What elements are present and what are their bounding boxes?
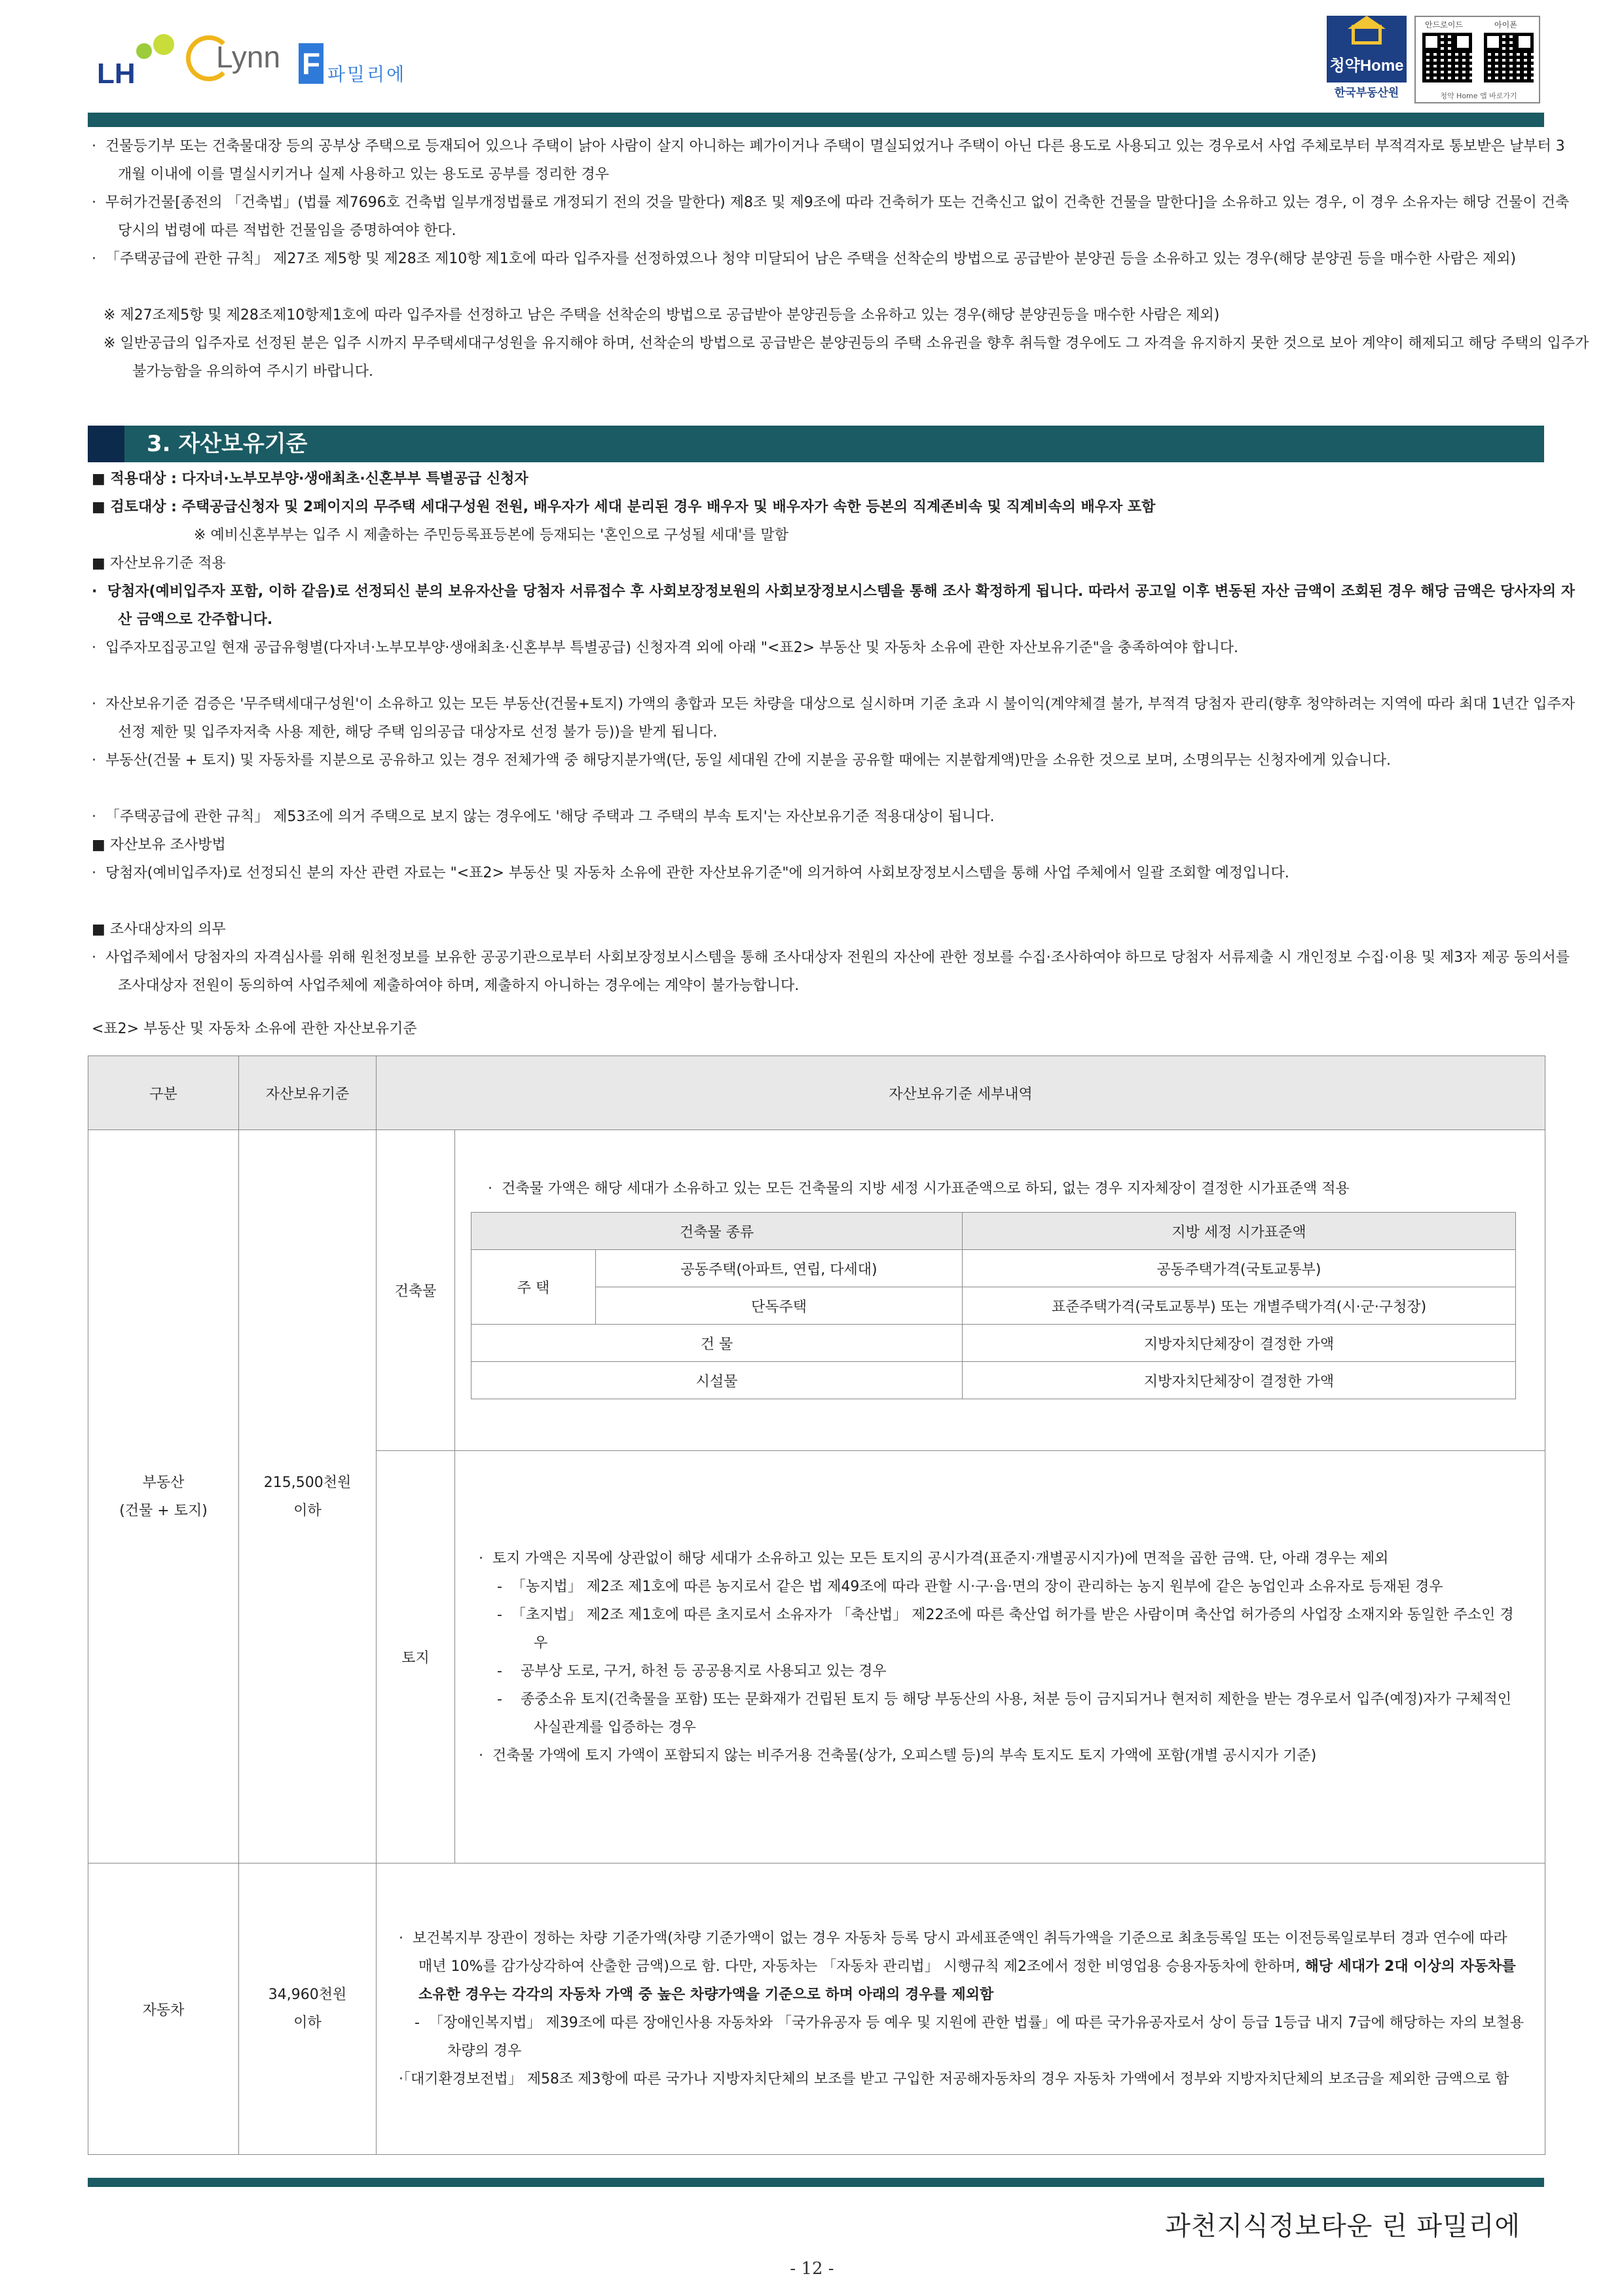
section-title: 3. 자산보유기준 (147, 431, 308, 457)
apply-item-2: · 입주자모집공고일 현재 공급유형별(다자녀·노부모부양·생애최초·신혼부부 특별공급) 신청자격 외에 아래 "<표2> 부동산 및 자동차 소유에 관한 자산보유기준"을 충족하여야 합니다. (92, 640, 1239, 656)
car-extra: ·「대기환경보전법」 제58조 제3항에 따른 국가나 지방자치단체의 보조를 받고 구입한 저공해자동차의 경우 자동차 가액에서 정부와 지방자치단체의 보조금을 제외한 금액으로 함 (399, 2071, 1509, 2087)
cell-building-label: 건축물 (377, 1130, 455, 1451)
inner-row-facility (471, 1362, 1516, 1399)
badge-org: 한국부동산원 (1327, 83, 1407, 103)
duty-heading: ■ 조사대상자의 의무 (92, 921, 226, 938)
logo-lh: LH (97, 58, 136, 90)
inner-header-row (471, 1213, 1516, 1250)
logo-lynn: Lynn (216, 40, 281, 74)
header-detail: 자산보유기준 세부내역 (377, 1056, 1545, 1130)
footer-divider (88, 2178, 1544, 2187)
building-desc: · 건축물 가액은 해당 세대가 소유하고 있는 모든 건축물의 지방 세정 시가표준액으로 하되, 없는 경우 지자체장이 결정한 시가표준액 적용 (488, 1181, 1350, 1197)
land-desc: · 토지 가액은 지목에 상관없이 해당 세대가 소유하고 있는 모든 토지의 공시가격(표준지·개별공시지가)에 면적을 곱한 금액. 단, 아래 경우는 제외 (479, 1550, 1389, 1567)
logo-dot-lime (153, 34, 174, 55)
cell-land-label: 토지 (377, 1451, 455, 1864)
qr-panel (1414, 16, 1540, 103)
car-desc: · 보건복지부 장관이 정하는 차량 기준가액(차량 기준가액이 없는 경우 자동차 등록 당시 과세표준액인 취득가액을 기준으로 최초등록일 또는 이전등록일로부터 경과 연수에 따라 매년 10%를 감가상각하여 산출한 금액)으로 함. 다만, 자동차는 「자동차 관리법」 시행규칙 제2조에서 정한 비영업용 승용자동차에 한하며, 해당 세대가 2대 이상의 자동차를 소유한 경우는 각각의 자동차 가액 중 높은 차량가액을 기준으로 하며 아래의 경우를 제외함 (399, 1930, 1516, 2003)
inner-header-kind: 건축물 종류 (471, 1213, 963, 1250)
cell-car-detail (377, 1864, 1545, 2155)
table-header-row (88, 1056, 1545, 1130)
header-category: 구분 (88, 1056, 239, 1130)
inner-value: 지방자치단체장이 결정한 가액 (963, 1362, 1516, 1399)
inner-row-detached (471, 1287, 1516, 1325)
inner-row-apartment (471, 1250, 1516, 1287)
header-limit: 자산보유기준 (239, 1056, 377, 1130)
table-caption: <표2> 부동산 및 자동차 소유에 관한 자산보유기준 (92, 1021, 417, 1037)
cell-realestate-limit: 215,500천원 이하 (239, 1130, 377, 1864)
row-car (88, 1864, 1545, 2155)
inner-row-building (471, 1325, 1516, 1362)
inner-house-label: 주 택 (471, 1250, 596, 1325)
land-exception: - 「농지법」 제2조 제1호에 따른 농지로서 같은 법 제49조에 따라 관할 시·구·읍·면의 장이 관리하는 농지 원부에 같은 농업인과 소유자로 등재된 경우 (497, 1578, 1443, 1595)
logo-dot-green (136, 43, 152, 59)
cell-realestate-label: 부동산 (건물 + 토지) (88, 1130, 239, 1864)
qr-label-android: 안드로이드 (1425, 20, 1463, 29)
intro-note-1: ※ 제27조제5항 및 제28조제10항제1호에 따라 입주자를 선정하고 남은 주택을 선착순의 방법으로 공급받아 분양권등을 소유하고 있는 경우(해당 분양권등을 매수한 사람은 제외) (103, 307, 1220, 323)
inner-kind: 단독주택 (596, 1287, 963, 1325)
house-body-icon (1352, 25, 1382, 45)
duty-item: · 사업주체에서 당첨자의 자격심사를 위해 원천정보를 보유한 공공기관으로부터 사회보장정보시스템을 통해 조사대상자 전원의 자산에 관한 정보를 수집·조사하여야 하므로 당첨자 서류제출 시 개인정보 수집·이용 및 제3자 제공 동의서를 조사대상자 전원이 동의하여 사업주체에 제출하여야 하며, 제출하지 아니하는 경우에는 계약이 불가능합니다. (92, 949, 1570, 994)
intro-item-2: · 무허가건물[종전의 「건축법」(법률 제7696호 건축법 일부개정법률로 개정되기 전의 것을 말한다) 제8조 및 제9조에 따라 건축허가 또는 건축신고 없이 건축한 건물을 말한다]을 소유하고 있는 경우, 이 경우 소유자는 해당 건물이 건축 당시의 법령에 따른 적법한 건물임을 증명하여야 한다. (92, 194, 1570, 239)
land-extra: · 건축물 가액에 토지 가액이 포함되지 않는 비주거용 건축물(상가, 오피스텔 등)의 부속 토지도 토지 가액에 포함(개별 공시지가 기준) (479, 1747, 1317, 1764)
intro-item-1: · 건물등기부 또는 건축물대장 등의 공부상 주택으로 등재되어 있으나 주택이 낡아 사람이 살지 아니하는 폐가이거나 주택이 멸실되었거나 주택이 아닌 다른 용도로 사용되고 있는 경우로서 사업 주체로부터 부적격자로 통보받은 날부터 3개월 이내에 이를 멸실시키거나 실제 사용하고 있는 용도로 공부를 정리한 경우 (92, 138, 1565, 183)
apply-item-3: · 자산보유기준 검증은 '무주택세대구성원'이 소유하고 있는 모든 부동산(건물+토지) 가액의 총합과 모든 차량을 대상으로 실시하며 기준 초과 시 불이익(계약체결 불가, 부적격 당첨자 관리(향후 청약하려는 지역에 따라 최대 1년간 입주자선정 제한 및 입주자저축 사용 제한, 해당 주택 임의공급 대상자로 선정 불가 등))을 받게 됩니다. (92, 696, 1576, 741)
page-number: - 12 - (790, 2259, 834, 2279)
cell-car-label: 자동차 (88, 1864, 239, 2155)
section-target: ■ 적용대상 : 다자녀·노부모부양·생애최초·신혼부부 특별공급 신청자 (92, 471, 528, 487)
badge-title: 청약Home (1329, 57, 1404, 75)
land-exception: - 「초지법」 제2조 제1호에 따른 초지로서 소유자가 「축산법」 제22조에 따른 축산업 허가를 받은 사람이며 축산업 허가증의 사업장 소재지와 동일한 주소인 경우 (497, 1606, 1514, 1651)
inner-kind: 건 물 (471, 1325, 963, 1362)
logo-family: 파밀리에 (327, 64, 407, 85)
cell-building-detail (455, 1130, 1545, 1451)
section-title-mark (88, 426, 124, 462)
qr-label-iphone: 아이폰 (1494, 20, 1517, 29)
header-divider (88, 113, 1544, 127)
inner-value: 표준주택가격(국토교통부) 또는 개별주택가격(시·군·구청장) (963, 1287, 1516, 1325)
asset-standard-table (88, 1056, 1545, 2155)
qr-code-iphone[interactable] (1484, 33, 1534, 83)
section-review-note: ※ 예비신혼부부는 입주 시 제출하는 주민등록표등본에 등재되는 '혼인으로 구성될 세대'를 말함 (194, 527, 789, 543)
qr-code-android[interactable] (1422, 33, 1472, 83)
land-exception: - 공부상 도로, 구거, 하천 등 공공용지로 사용되고 있는 경우 (497, 1662, 887, 1680)
land-exception: - 종중소유 토지(건축물을 포함) 또는 문화재가 건립된 토지 등 해당 부동산의 사용, 처분 등이 금지되거나 현저히 제한을 받는 경우로서 입주(예정)자가 구체적인 사실관계를 입증하는 경우 (497, 1691, 1512, 1736)
footer-title: 과천지식정보타운 린 파밀리에 (1165, 2211, 1521, 2241)
inner-value: 공동주택가격(국토교통부) (963, 1250, 1516, 1287)
inner-value: 지방자치단체장이 결정한 가액 (963, 1325, 1516, 1362)
building-value-table (471, 1212, 1516, 1399)
cell-car-limit: 34,960천원 이하 (239, 1864, 377, 2155)
apply-item-1: · 당첨자(예비입주자 포함, 이하 같음)로 선정되신 분의 보유자산을 당첨자 서류접수 후 사회보장정보원의 사회보장정보시스템을 통해 조사 확정하게 됩니다. 따라서 공고일 이후 변동된 자산 금액이 조회된 경우 해당 금액은 당사자의 자산 금액으로 간주합니다. (92, 583, 1576, 628)
qr-caption: 청약 Home 앱 바로가기 (1440, 92, 1517, 100)
intro-item-3: · 「주택공급에 관한 규칙」 제27조 제5항 및 제28조 제10항 제1호에 따라 입주자를 선정하였으나 청약 미달되어 남은 주택을 선착순의 방법으로 공급받아 분양권 등을 소유하고 있는 경우(해당 분양권 등을 매수한 사람은 제외) (92, 251, 1517, 267)
inner-header-value: 지방 세정 시가표준액 (963, 1213, 1516, 1250)
cell-land-detail (455, 1451, 1545, 1864)
car-exception: - 「장애인복지법」 제39조에 따른 장애인사용 자동차와 「국가유공자 등 예우 및 지원에 관한 법률」에 따른 국가유공자로서 상이 등급 1등급 내지 7급에 해당하는 자의 보철용 차량의 경우 (415, 2015, 1524, 2059)
apply-item-4: · 부동산(건물 + 토지) 및 자동차를 지분으로 공유하고 있는 경우 전체가액 중 해당지분가액(단, 동일 세대원 간에 지분을 공유할 때에는 지분합계액)만을 소유한 것으로 보며, 소명의무는 신청자에게 있습니다. (92, 752, 1391, 769)
method-item: · 당첨자(예비입주자)로 선정되신 분의 자산 관련 자료는 "<표2> 부동산 및 자동차 소유에 관한 자산보유기준"에 의거하여 사회보장정보시스템을 통해 사업 주체에서 일괄 조회할 예정입니다. (92, 865, 1289, 881)
intro-note-2: ※ 일반공급의 입주자로 선정된 분은 입주 시까지 무주택세대구성원을 유지해야 하며, 선착순의 방법으로 공급받은 분양권등의 주택 소유권을 향후 취득할 경우에도 그 자격을 유지하지 못한 것으로 보아 계약이 해제되고 해당 주택의 입주가 불가능함을 유의하여 주시기 바랍니다. (103, 335, 1589, 380)
section-review: ■ 검토대상 : 주택공급신청자 및 2페이지의 무주택 세대구성원 전원, 배우자가 세대 분리된 경우 배우자 및 배우자가 속한 등본의 직계존비속 및 직계비속의 배우자 포함 (92, 499, 1156, 515)
method-heading: ■ 자산보유 조사방법 (92, 837, 226, 853)
apply-item-5: · 「주택공급에 관한 규칙」 제53조에 의거 주택으로 보지 않는 경우에도 '해당 주택과 그 주택의 부속 토지'는 자산보유기준 적용대상이 됩니다. (92, 809, 995, 825)
logo-f: F (299, 43, 323, 84)
inner-kind: 공동주택(아파트, 연립, 다세대) (596, 1250, 963, 1287)
row-building (88, 1130, 1545, 1451)
apply-heading: ■ 자산보유기준 적용 (92, 555, 226, 572)
inner-kind: 시설물 (471, 1362, 963, 1399)
cheongyak-home-badge[interactable] (1327, 16, 1407, 103)
